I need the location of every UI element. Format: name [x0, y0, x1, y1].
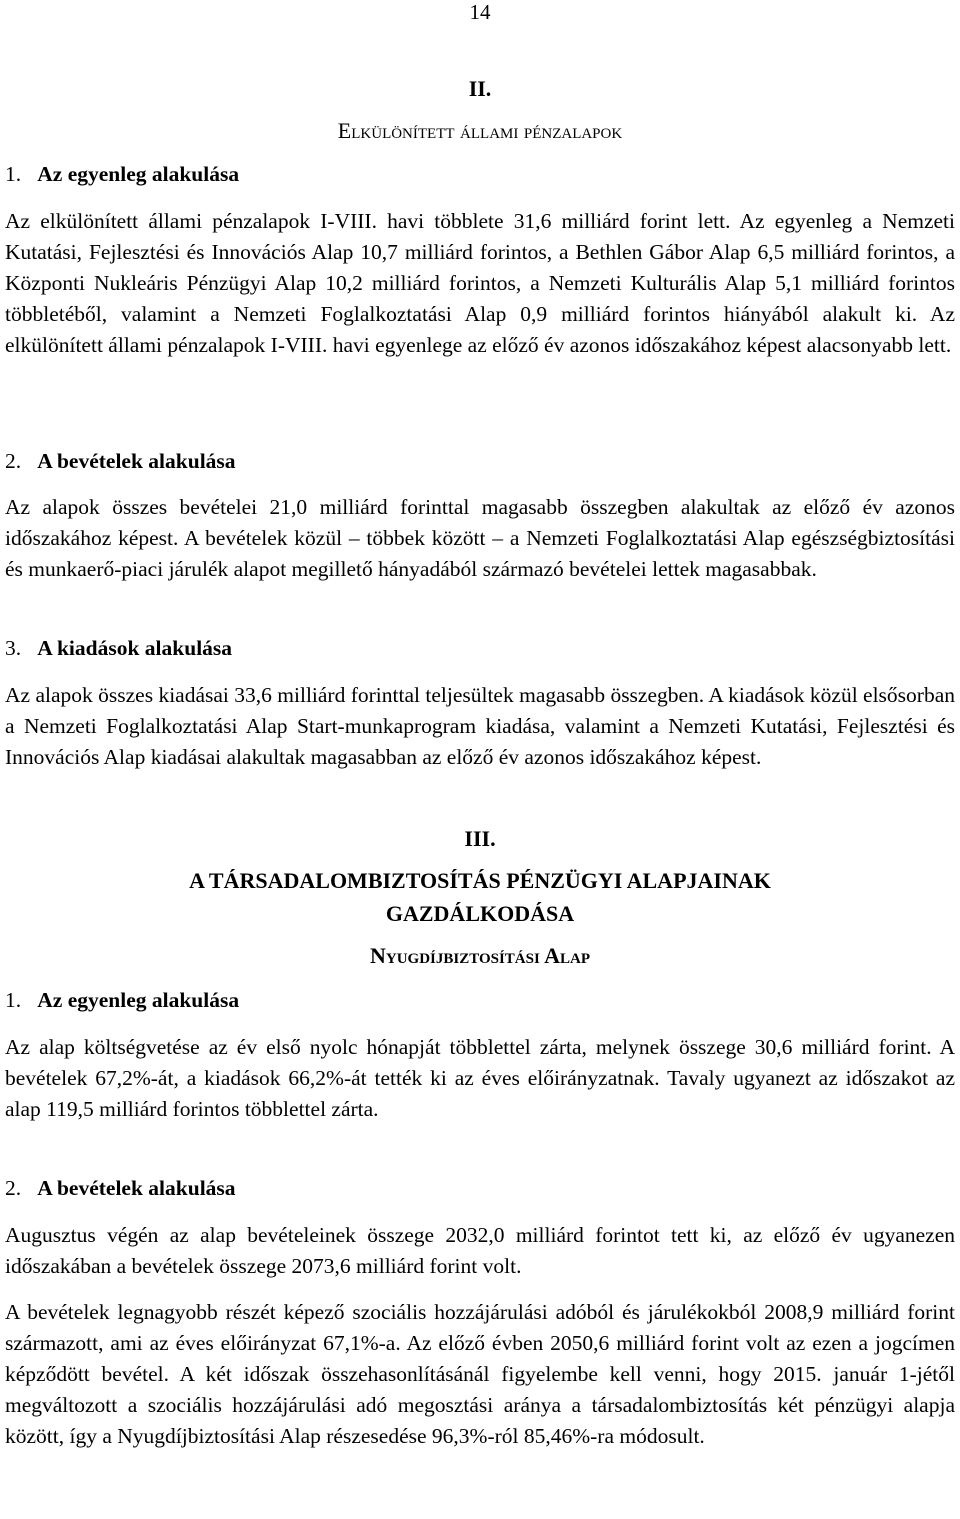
heading-number: 2. — [5, 449, 22, 473]
chapter-number-ii: II. — [468, 76, 492, 101]
paragraph-revenue-detail-iii: A bevételek legnagyobb részét képező szociális hozzájárulási adóból és járulékokból 2008,9 milliárd forint származott, ami az éves előirányzat 67,1%-a. Az előző évben 2050,6 milliárd forint volt az ezen a jogcímen képződött bevétel. A két időszak összehasonlításánál figyelembe kell venni, hogy 2015. január 1-jétől megváltozott a szociális hozzájárulási adó megosztási aránya a társadalombiztosítás két pénzügyi alapja között, így a Nyugdíjbiztosítási Alap részesedése 96,3%-ról 85,46%-ra módosult. — [5, 1300, 955, 1448]
chapter-title-ii — [0, 118, 960, 144]
chapter-subtitle-iii — [0, 943, 960, 969]
heading-text: Az egyenleg alakulása — [37, 162, 240, 186]
heading-number: 3. — [5, 636, 22, 660]
heading-text: A bevételek alakulása — [37, 449, 236, 473]
page-number: 14 — [469, 0, 491, 24]
paragraph-balance-ii: Az elkülönített állami pénzalapok I-VIII. havi többlete 31,6 milliárd forint lett. Az egyenleg a Nemzeti Kutatási, Fejlesztési és Innovációs Alap 10,7 milliárd forintos, a Bethlen Gábor Alap 6,5 milliárd forintos, a Központi Nukleáris Pénzügyi Alap 10,2 milliárd forintos, a Nemzeti Kulturális Alap 5,1 milliárd forintos többletéből, valamint a Nemzeti Foglalkoztatási Alap 0,9 milliárd forintos hiányából alakult ki. Az elkülönített állami pénzalapok I-VIII. havi egyenlege az előző év azonos időszakához képest alacsonyabb lett. — [5, 209, 955, 357]
chapter-title-iii-line1: A TÁRSADALOMBIZTOSÍTÁS PÉNZÜGYI ALAPJAINAK — [189, 868, 771, 893]
heading-number: 1. — [5, 988, 22, 1012]
heading-number: 1. — [5, 162, 22, 186]
heading-expense-ii — [5, 634, 232, 662]
heading-revenue-ii — [5, 447, 236, 475]
heading-number: 2. — [5, 1176, 22, 1200]
heading-balance-iii — [5, 986, 239, 1014]
chapter-number-iii: III. — [464, 826, 496, 851]
heading-text: A kiadások alakulása — [37, 636, 233, 660]
heading-balance-ii — [5, 160, 239, 188]
paragraph-revenue-ii: Az alapok összes bevételei 21,0 milliárd forinttal magasabb összegben alakultak az előző év azonos időszakához képest. A bevételek közül – többek között – a Nemzeti Foglalkoztatási Alap egészségbiztosítási és munkaerő-piaci járulék alapot megillető hányadából származó bevételei lettek magasabbak. — [5, 495, 955, 581]
chapter-subtitle-iii-text: Nyugdíjbiztosítási Alap — [369, 943, 590, 968]
chapter-title-iii-line2: GAZDÁLKODÁSA — [385, 901, 575, 926]
heading-revenue-iii — [5, 1174, 236, 1202]
paragraph-balance-iii: Az alap költségvetése az év első nyolc hónapját többlettel zárta, melynek összege 30,6 milliárd forint. A bevételek 67,2%-át, a kiadások 66,2%-át tették ki az éves előirányzatnak. Tavaly ugyanezt az időszakot az alap 119,5 milliárd forintos többlettel zárta. — [5, 1035, 955, 1121]
heading-text: Az egyenleg alakulása — [37, 988, 240, 1012]
chapter-title-ii-text: Elkülönített állami pénzalapok — [337, 118, 623, 143]
paragraph-revenue-iii: Augusztus végén az alap bevételeinek összege 2032,0 milliárd forintot tett ki, az előző év ugyanezen időszakában a bevételek összege 2073,6 milliárd forint volt. — [5, 1223, 955, 1278]
heading-text: A bevételek alakulása — [37, 1176, 236, 1200]
paragraph-expense-ii: Az alapok összes kiadásai 33,6 milliárd forinttal teljesültek magasabb összegben. A kiadások közül elsősorban a Nemzeti Foglalkoztatási Alap Start-munkaprogram kiadása, valamint a Nemzeti Kutatási, Fejlesztési és Innovációs Alap kiadásai alakultak magasabban az előző év azonos időszakához képest. — [5, 683, 955, 769]
